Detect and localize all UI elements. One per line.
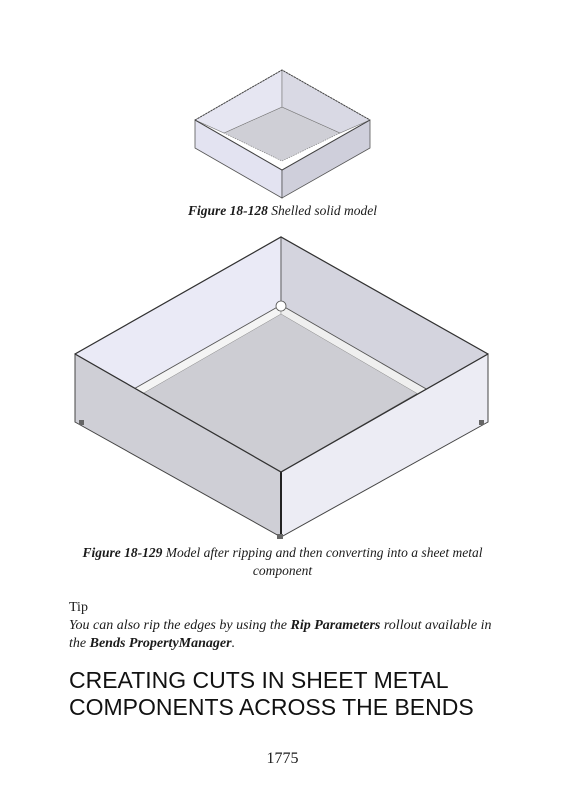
rip-parameters-term: Rip Parameters [290,618,381,633]
figure-label: Figure 18-128 [188,203,268,218]
figure-label: Figure 18-129 [82,545,163,560]
tip-text-part: . [231,636,236,651]
figure-caption-text: Model after ripping and then converting into a sheet metal component [165,545,483,578]
figure-caption [0,202,565,220]
tip-text-part: rollout available in the [69,618,492,651]
rip-corner [276,301,286,311]
tip-text [69,617,499,653]
page-number: 1775 [266,750,299,767]
figure-shelled-solid-model [190,65,375,200]
figure-caption [60,544,505,580]
figure-sheet-metal-model [70,232,495,542]
figure-caption-text: Shelled solid model [271,203,377,218]
tip-label: Tip [69,600,88,615]
bends-propertymanager-term: Bends PropertyManager [89,636,232,651]
section-heading: CREATING CUTS IN SHEET METAL COMPONENTS ACROSS THE BENDS [69,667,474,720]
tip-text-part: You can also rip the edges by using the [69,618,291,633]
tip-block [69,599,499,653]
